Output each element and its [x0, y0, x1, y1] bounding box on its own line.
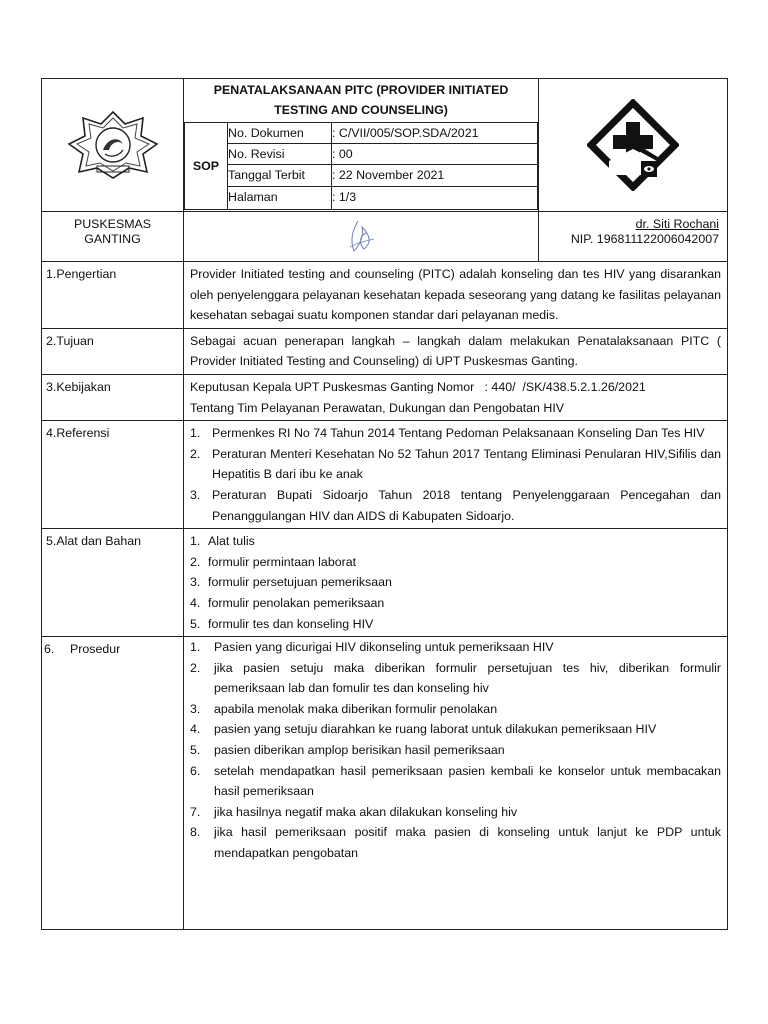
kebijakan-line: Keputusan Kepala UPT Puskesmas Ganting Nomor : 440/ /SK/438.5.2.1.26/2021 [190, 379, 646, 394]
head-name: dr. Siti Rochani [635, 217, 719, 231]
alat-list [190, 531, 721, 634]
list-item: 3. apabila menolak maka diberikan formulir penolakan [190, 701, 498, 716]
section-label-prosedur [42, 637, 184, 930]
signature-cell [184, 212, 539, 262]
section-body-alat [184, 529, 728, 637]
organization-line1: PUSKESMAS [73, 217, 152, 231]
doc-info-label: No. Dokumen [228, 123, 332, 144]
list-item: 1. Pasien yang dicurigai HIV dikonseling untuk pemeriksaan HIV [190, 640, 554, 655]
section-body-referensi [184, 421, 728, 529]
doc-info-label: No. Revisi [228, 144, 332, 165]
list-item: 2. Peraturan Menteri Kesehatan No 52 Tahun 2017 Tentang Eliminasi Penularan HIV,Sifilis dan Hepatitis B dari ibu ke anak [190, 446, 721, 482]
kebijakan-line: Tentang Tim Pelayanan Perawatan, Dukungan dan Pengobatan HIV [190, 400, 565, 415]
sop-document-table [41, 78, 728, 930]
list-item: 4. formulir penolakan pemeriksaan [190, 595, 385, 610]
list-item: 3. Peraturan Bupati Sidoarjo Tahun 2018 tentang Penyelenggaraan Pencegahan dan Penanggulangan HIV dan AIDS di Kabupaten Sidoarjo. [190, 487, 721, 523]
list-item: 3. formulir persetujuan pemeriksaan [190, 575, 392, 590]
doc-info-table [184, 122, 538, 210]
section-body-kebijakan [184, 374, 728, 420]
prosedur-number: 6. [44, 642, 55, 657]
list-item: 5. pasien diberikan amplop berisikan hasil pemeriksaan [190, 743, 505, 758]
head-nip: NIP. 196811122006042007 [570, 232, 719, 246]
organization-line2: GANTING [84, 232, 141, 246]
signature-icon [344, 217, 378, 257]
section-label-pengertian: 1.Pengertian [42, 262, 184, 329]
section-body-tujuan: Sebagai acuan penerapan langkah – langkah dalam melakukan Penatalaksanaan PITC ( Provider Initiated Testing and Counseling) di UPT Puskesmas Ganting. [184, 328, 728, 374]
section-label-tujuan: 2.Tujuan [42, 328, 184, 374]
list-item: 1. Permenkes RI No 74 Tahun 2014 Tentang Pedoman Pelaksanaan Konseling Dan Tes HIV [190, 426, 705, 441]
puskesmas-logo-cell [539, 79, 728, 212]
organization-name [42, 212, 184, 262]
doc-info-label: Halaman [228, 186, 332, 209]
list-item: 8. jika hasil pemeriksaan positif maka pasien di konseling untuk lanjut ke PDP untuk mendapatkan pengobatan [190, 825, 721, 861]
prosedur-list [190, 637, 721, 864]
list-item: 7. jika hasilnya negatif maka akan dilakukan konseling hiv [190, 804, 518, 819]
section-body-pengertian: Provider Initiated testing and counseling (PITC) adalah konseling dan tes HIV yang disarankan oleh penyelenggara pelayanan kesehatan kepada seseorang yang datang ke fasilitas pelayanan kesehatan sebagai suatu komponen standar dari pelayanan medis. [184, 262, 728, 329]
section-label-alat: 5.Alat dan Bahan [42, 529, 184, 637]
section-body-prosedur [184, 637, 728, 930]
doc-info-value: : 1/3 [332, 186, 538, 209]
sop-label: SOP [185, 123, 228, 210]
head-of-office [539, 212, 728, 262]
list-item: 5. formulir tes dan konseling HIV [190, 616, 374, 631]
list-item: 2. jika pasien setuju maka diberikan formulir persetujuan tes hiv, diberikan formulir pemeriksaan lab dan fomulir tes dan konseling hiv [190, 660, 721, 696]
list-item: 1. Alat tulis [190, 534, 255, 549]
sop-title: PENATALAKSANAAN PITC (PROVIDER INITIATED TESTING AND COUNSELING) [213, 83, 509, 117]
puskesmas-logo-icon [587, 99, 679, 191]
doc-info-value: : C/VII/005/SOP.SDA/2021 [332, 123, 538, 144]
section-label-kebijakan: 3.Kebijakan [42, 374, 184, 420]
list-item: 4. pasien yang setuju diarahkan ke ruang laborat untuk dilakukan pemeriksaan HIV [190, 722, 657, 737]
list-item: 6. setelah mendapatkan hasil pemeriksaan pasien kembali ke konselor untuk membacakan hasil pemeriksaan [190, 763, 721, 799]
section-label-referensi: 4.Referensi [42, 421, 184, 529]
regency-seal-icon [67, 110, 159, 180]
doc-info-value: : 22 November 2021 [332, 165, 538, 186]
doc-info-label: Tanggal Terbit [228, 165, 332, 186]
list-item: 2. formulir permintaan laborat [190, 554, 357, 569]
regency-logo-cell [42, 79, 184, 212]
doc-info-value: : 00 [332, 144, 538, 165]
referensi-list [190, 423, 721, 526]
prosedur-label: Prosedur [70, 642, 121, 657]
